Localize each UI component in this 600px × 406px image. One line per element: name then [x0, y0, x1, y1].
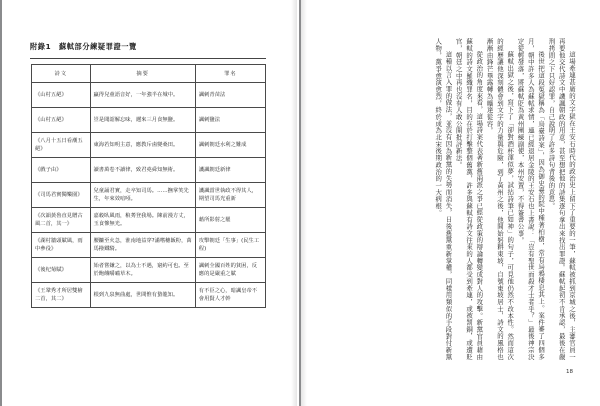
cell-charge: 諷刺青苗法: [195, 83, 265, 108]
title-rule: [30, 58, 266, 59]
body-paragraph: 後世把這段冤獄稱為「烏臺詩案」，因為御史臺的院中種著柏樹，常有烏鴉棲息其上。案件審了四個多月，朝中許多人為蘇軾求情，連已經退居金陵的王安石也上書說：「豈有聖世而殺才士者乎？」最後神宗決定從輕發落，將蘇軾貶為黃州團練副使，本州安置，不得簽書公事。: [516, 38, 546, 360]
cell-excerpt: 豈是聞韶解忘味，邇來三月食無鹽。: [90, 108, 195, 133]
header-excerpt: 摘要: [90, 65, 195, 83]
appendix-title: 附錄1 蘇軾部分練疑罪證一覽: [30, 42, 137, 51]
cell-poem: 《司馬君實獨樂園》: [32, 183, 91, 208]
table-row: [32, 233, 266, 258]
table-row: [32, 258, 266, 283]
cell-charge: 譏諷當世執政不得其人，期望司馬光重新: [195, 183, 265, 208]
cell-poem: 《王鞏秀才所居雙檜二首，其二》: [32, 283, 91, 308]
cell-poem: 《後杞菊賦》: [32, 258, 91, 283]
body-paragraph: 蘇軾出獄之後，寫下了「卻對酒杯渾似夢，試拈詩筆已如神」的句子，可見他仍然不改本性。然而這次的經歷讓他深刻體會到文字的力量與危險，到了黃州之後，他開始躬耕東坡，自號東坡居士，詩文的風格也漸漸由鋒芒畢露轉為曠達從容。: [485, 38, 515, 360]
cell-excerpt: 東海若知明主意，應教斥鹵變桑田。: [90, 133, 195, 158]
body-paragraph: 從政治的角度來看，這場詩案代表著新舊兩派之爭已經從政策的辯論轉變成對人的攻擊。新黨官員藉由蘇軾的詩文羅織罪名，目的在於打擊整個舊黨，許多與蘇軾有詩文往來的人都受到牽連，或被罰銅，或遭貶官，朝廷之中再也沒有人敢公開批評新法。: [454, 38, 484, 360]
table-row: [32, 183, 266, 208]
cell-excerpt: 始者嘗嫌之，以為士不遇，窮約可也。至於飽餓嚼嚙草木。: [90, 258, 195, 283]
cell-charge: 諷刺全國百姓的貧困，反應的是嚴重之賦: [195, 258, 265, 283]
cell-poem: 《山村五絕》: [32, 83, 91, 108]
gutter-shadow-left: [291, 0, 297, 406]
cell-charge: 有不臣之心，暗諷皇帝不會用賢人才幹: [195, 283, 265, 308]
body-text: [327, 38, 577, 360]
cell-charge: 諷刺朝廷水利之難成: [195, 133, 265, 158]
cell-excerpt: 贏得兒童語音好，一年強半在城中。: [90, 83, 195, 108]
cell-charge: 譏諷朝廷新律: [195, 158, 265, 183]
table-row: [32, 283, 266, 308]
cell-excerpt: 兒童誦君實，走卒知司馬。……撫掌笑先生，年來效喑啞。: [90, 183, 195, 208]
cell-excerpt: 根到九泉無曲處，世間惟有蟄龍知。: [90, 283, 195, 308]
cell-excerpt: 腰鐮至火急，淮南地益穿?滿嗜穗飯粉，萬馬撥鐵騎。: [90, 233, 195, 258]
gutter-shadow-right: [301, 0, 307, 406]
cell-charge: 攻擊朝廷「生事」(民生工程): [195, 233, 265, 258]
table-row: [32, 83, 266, 108]
cell-charge: 諷刺鹽法: [195, 108, 265, 133]
body-paragraph: 這場牽連甚廣的文字獄在王安石時代的政治史上留下了重要的一筆，蘇軾被抓到京城之後，主審官員一再要他交代詩文中譏諷朝政的用意，甚至想把他的詩集逐句拿出來找出罪證。蘇軾起初不肯承認，最後在嚴刑拷問之下只好認罪，自己說明了許多詩句背後的意思。: [547, 38, 576, 360]
evidence-table: [31, 64, 266, 308]
header-charge: 罪名: [195, 65, 265, 83]
cell-excerpt: 讀書萬卷不讀律，致君堯舜知無術。: [90, 158, 195, 183]
cell-poem: 《次韻黃魯直見贈古風二首，其一》: [32, 208, 91, 233]
cell-poem: 《八月十五日看潮五絕》: [32, 133, 91, 158]
table-row: [32, 158, 266, 183]
cell-excerpt: 嘉穀臥風雨，稂莠登我場。陳前漫方丈，玉食慘無光。: [90, 208, 195, 233]
table-row: [32, 133, 266, 158]
cell-poem: 《山村五絕》: [32, 108, 91, 133]
table-row: [32, 208, 266, 233]
page-number: 18: [566, 369, 573, 375]
body-paragraph: 這種以言入罪的做法，並沒有因為新黨的失勢而消失，日後舊黨重新掌權，同樣用類似的手段對付新黨人物，黨爭愈演愈烈，終於成為北宋後期政治的一大病根。: [434, 38, 453, 360]
header-poem: 詩文: [32, 65, 91, 83]
cell-poem: 《戲子由》: [32, 158, 91, 183]
cell-charge: 藉所影射之罷: [195, 208, 265, 233]
table-row: [32, 108, 266, 133]
cell-poem: 《湖村牆頭賦風，雨中參役》: [32, 233, 91, 258]
table-header-row: [32, 65, 266, 83]
